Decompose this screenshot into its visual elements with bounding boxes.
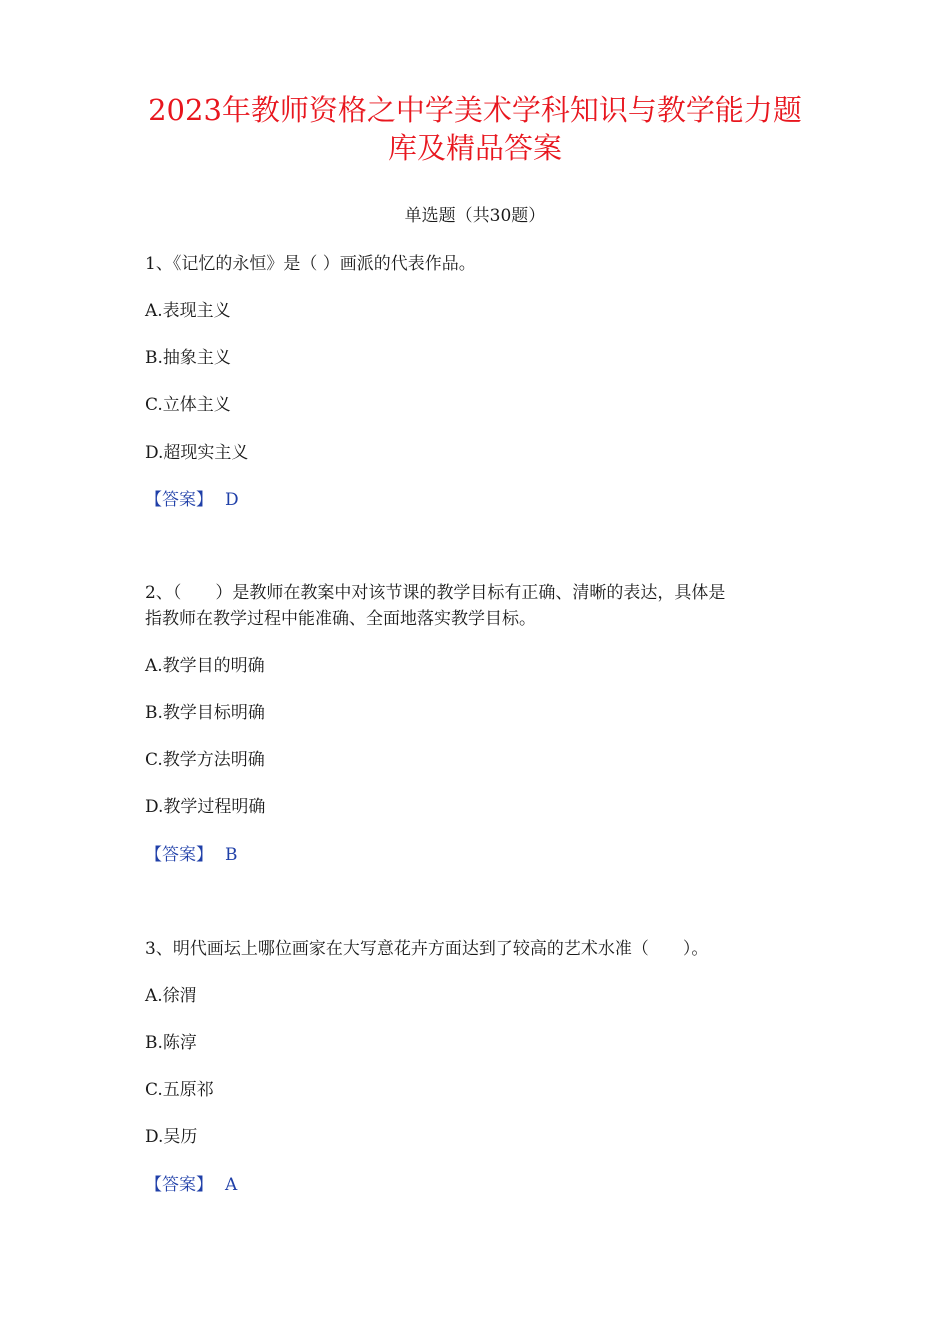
question-3-option-c: C.五原祁	[145, 1080, 214, 1100]
answer-value: B	[225, 845, 238, 865]
question-3-option-d: D.吴历	[145, 1127, 198, 1147]
question-3-option-b: B.陈淳	[145, 1033, 197, 1053]
answer-value: D	[225, 490, 239, 510]
question-2-option-a: A.教学目的明确	[145, 656, 265, 676]
question-1-stem: 1、《记忆的永恒》是（ ）画派的代表作品。	[145, 254, 476, 274]
document-title-line-1: 2023年教师资格之中学美术学科知识与教学能力题	[148, 93, 802, 127]
question-2-option-c: C.教学方法明确	[145, 750, 265, 770]
question-2-option-d: D.教学过程明确	[145, 797, 266, 817]
question-3-answer	[145, 1173, 237, 1197]
question-1-option-c: C.立体主义	[145, 395, 231, 415]
answer-label: 【答案】	[145, 845, 213, 865]
question-2-stem-line-1: 2、（ ）是教师在教案中对该节课的教学目标有正确、清晰的表达，具体是	[145, 583, 726, 603]
question-2-option-b: B.教学目标明确	[145, 703, 265, 723]
question-1-option-d: D.超现实主义	[145, 443, 249, 463]
document-title-line-2: 库及精品答案	[387, 131, 562, 165]
answer-value: A	[225, 1175, 238, 1195]
question-2-stem-line-2: 指教师在教学过程中能准确、全面地落实教学目标。	[145, 609, 536, 629]
question-3-stem: 3、明代画坛上哪位画家在大写意花卉方面达到了较高的艺术水准（ ）。	[145, 939, 709, 959]
answer-label: 【答案】	[145, 490, 213, 510]
question-3-option-a: A.徐渭	[145, 986, 197, 1006]
question-1-answer	[145, 488, 239, 512]
section-heading: 单选题（共30题）	[404, 206, 546, 226]
question-1-option-b: B.抽象主义	[145, 348, 231, 368]
question-1-option-a: A.表现主义	[145, 301, 231, 321]
question-2-answer	[145, 843, 238, 867]
answer-label: 【答案】	[145, 1175, 213, 1195]
